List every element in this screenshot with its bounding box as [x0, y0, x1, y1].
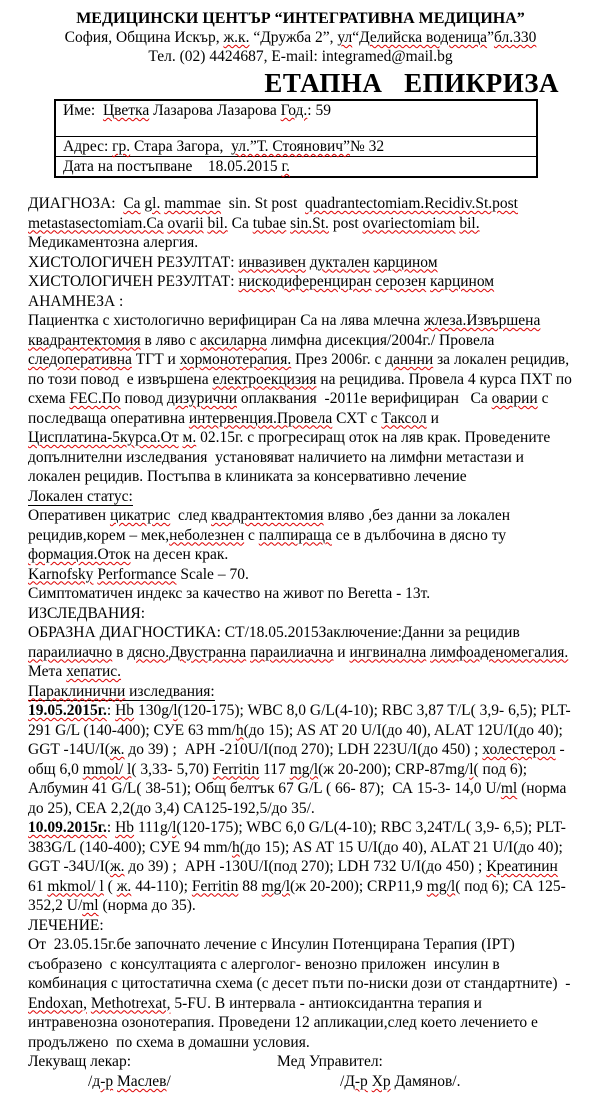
spellcheck-flagged-text: параилиачна — [250, 643, 334, 661]
text-segment: post — [328, 214, 363, 232]
text-segment: Оперативен — [28, 507, 110, 524]
symptomatic-index-line — [28, 584, 573, 604]
text-segment: вляво ,без данни за локален рецидив,корем – мек, — [28, 507, 514, 544]
spellcheck-flagged-text: г. — [281, 158, 290, 175]
spellcheck-flagged-text: h — [231, 838, 240, 856]
spellcheck-flagged-text: аксиларна — [200, 331, 267, 349]
lab-results-2015-09-10 — [28, 818, 573, 916]
text-segment: Дамянов/. — [390, 1073, 461, 1090]
spellcheck-flagged-text: ингвинална — [349, 643, 427, 661]
text-segment: 130g/ — [134, 702, 174, 719]
text-segment: 88 — [238, 877, 262, 895]
med-director-label — [277, 1052, 383, 1072]
spellcheck-flagged-text: Endoxan, — [28, 994, 87, 1012]
spellcheck-flagged-text: квадрантектомия — [211, 507, 324, 524]
text-segment: Ca — [227, 214, 253, 232]
text-segment: (норма до 25), СЕА 2,2(до 3,4) СА125-192,5/до 35/. — [28, 780, 571, 817]
text-segment: (120-175); WBC 6,0 G/L(4-10); RBC 3,24T/L( 3,9- 6,5); PLT- 383G/L (140-400); СУЕ 94 mm/ — [28, 819, 570, 856]
text-segment: ( под 6); Албумин 41 G/L( 38-51); Общ белтък 67 G/L ( 66- 87); СА 15-3- 14,0 U/ — [28, 760, 531, 797]
spellcheck-flagged-text: хормонотерапия. — [179, 351, 292, 368]
text-segment: ХИСТОЛОГИЧЕН РЕЗУЛТАТ: — [28, 273, 239, 290]
text-segment: Лазарова Лазарова — [149, 102, 281, 119]
attending-doctor-signature — [88, 1072, 171, 1092]
spellcheck-flagged-text: карцином — [430, 273, 495, 290]
spellcheck-flagged-text: неболезнен — [169, 526, 245, 544]
spellcheck-flagged-text: инвазивен — [238, 253, 306, 271]
text-segment: до 39) ; АРН -130U/I(под 270); LDH 732 U/I(до 450) ; — [124, 858, 487, 875]
text-segment: Адрес: — [63, 138, 113, 155]
text-segment: и — [333, 643, 350, 661]
spellcheck-flagged-text: параилиачно — [28, 643, 113, 661]
text-segment: : — [106, 702, 116, 719]
spellcheck-flagged-text: l — [172, 819, 177, 836]
spellcheck-flagged-text: карцином — [373, 253, 438, 271]
text-segment: ТГТ и — [131, 351, 180, 368]
text-segment: ( — [103, 877, 117, 895]
text-segment: до 39) ; АРН -210U/I(под 270); LDH 223U/I(до 450) ; — [124, 741, 483, 758]
text-segment: / — [340, 1073, 345, 1090]
spellcheck-flagged-text: ml — [82, 897, 99, 914]
text-segment: / — [166, 1073, 171, 1090]
text-segment: ( 3,33- 5,70) — [131, 760, 213, 778]
clinic-name: МЕДИЦИНСКИ ЦЕНТЪР “ИНТЕГРАТИВНА МЕДИЦИНА” — [76, 10, 525, 27]
text-segment: на десен крак. — [130, 546, 229, 563]
text-segment: (до 15); AS AT 15 U/I(до 40), ALAT 21 U/I(до 40); GGT -34U/I( — [28, 838, 567, 875]
text-segment: оплаквания -2011е верифициран Са — [237, 390, 492, 407]
spellcheck-flagged-text: Д-р — [344, 1073, 368, 1090]
text-segment: - общ 6,0 — [28, 741, 569, 778]
text-segment: / — [88, 1073, 93, 1090]
document-title: ЕТАПНА ЕПИКРИЗА — [264, 68, 559, 98]
spellcheck-flagged-text: дизурични — [166, 390, 238, 407]
text-segment: № 32 — [350, 138, 385, 155]
text-segment: Пациентка с хистологично верифициран Са на лява млечна — [28, 312, 424, 329]
clinic-contact-line: Тел. (02) 4424687, E-mail: integramed@mail.bg — [148, 48, 453, 65]
spellcheck-flagged-text: електроекцизия — [212, 370, 317, 388]
spellcheck-flagged-text: Параклинични — [28, 682, 126, 700]
admission-date-row — [56, 156, 536, 176]
spellcheck-flagged-text: хепатис. — [66, 663, 122, 680]
text-segment: (норма до 35). — [98, 897, 196, 914]
text-segment: От 23.05.15г.бе започнато лечение с Инсулин Потенцирана Терапия (IPT) съобразено с консултацията с алерголог- венозно приложен инсулин в комбинация с цитостатична схема (с десет пъти по-ниски дози от стандартните) - — [28, 936, 575, 992]
spellcheck-flagged-text: ovarii — [167, 214, 204, 232]
text-segment: “ — [352, 29, 360, 46]
text-segment: Дата на постъпване 18.05.2015 — [63, 158, 282, 175]
investigations-heading — [28, 604, 573, 624]
spellcheck-flagged-text: гр. — [112, 138, 131, 155]
spellcheck-flagged-text: Hb — [115, 702, 135, 719]
spellcheck-flagged-text: Год. — [280, 102, 308, 119]
spellcheck-flagged-text: холестерол — [482, 741, 556, 758]
spellcheck-flagged-text: Цветка — [102, 102, 150, 119]
text-segment: “Дружба 2”, — [249, 29, 338, 46]
text-segment: ОБРАЗНА ДИАГНОСТИКА: СТ/18.05.2015Заключение:Данни за рецидив — [28, 624, 524, 641]
spellcheck-flagged-text: mg/l — [261, 877, 291, 895]
text-segment: ДИАГНОЗА: — [28, 195, 124, 212]
spellcheck-flagged-text: quadrantectomiam.Recidiv.St.post — [305, 195, 518, 212]
text-segment: Мета — [28, 643, 573, 680]
text-segment: София, Община Искър, — [64, 29, 224, 46]
text-segment: (ж 20-200); CRP-87mg/ — [318, 760, 470, 778]
spellcheck-flagged-text: ovariectomiam — [362, 214, 456, 232]
local-status-paragraph — [28, 506, 573, 565]
histology-result-1 — [28, 253, 573, 273]
treatment-paragraph — [28, 935, 573, 1052]
spellcheck-flagged-text: ж.к. — [223, 29, 250, 46]
text-segment: Локален статус: — [28, 487, 133, 505]
spellcheck-flagged-text: Креатинин — [486, 858, 558, 875]
spellcheck-flagged-text: Ca — [123, 195, 141, 212]
text-segment: 5-FU. В интервала - антиоксидантна терапия и интравенозна озонотерапия. Проведени 12 апликации,след което лечението е продължено по схема в домашни условия. — [28, 994, 542, 1051]
text-segment: Стара Загора, — [130, 138, 232, 155]
text-segment: : — [106, 819, 116, 836]
text-segment: (ж 20-200); CRP11,9 — [290, 877, 427, 895]
text-segment: и — [426, 409, 443, 427]
spellcheck-flagged-text: даннни — [385, 351, 434, 368]
imaging-diagnostics-paragraph — [28, 623, 573, 682]
spellcheck-flagged-text: Hb — [115, 819, 135, 836]
karnofsky-line — [28, 565, 573, 585]
attending-doctor-label — [28, 1052, 131, 1072]
spellcheck-flagged-text: l — [173, 702, 178, 719]
text-segment: 44-110); — [131, 877, 192, 895]
spellcheck-flagged-text: mg/l — [289, 760, 319, 778]
histology-result-2 — [28, 272, 573, 292]
spellcheck-flagged-text: Делийска воденица — [359, 29, 488, 46]
spellcheck-flagged-text: Таксол — [381, 409, 427, 427]
spellcheck-flagged-text: интервенция.Провела — [188, 409, 333, 427]
text-segment: През 2006г. с — [291, 351, 386, 368]
spellcheck-flagged-text: цикатрис — [109, 507, 171, 524]
spellcheck-flagged-text: h — [235, 721, 244, 739]
anamnesis-heading — [28, 292, 573, 312]
spellcheck-flagged-text: бл.330 — [493, 29, 537, 46]
text-segment: (до 15); AS AT 20 U/I(до 40), ALAT 12U/I(до 40); GGT -14U/I( — [28, 721, 567, 758]
text-segment: Име: — [63, 102, 103, 119]
text-segment: 111g/ — [134, 819, 173, 836]
text-segment: на рецидива. Провела 4 курса ПХТ по схема — [28, 370, 576, 407]
med-director-signature — [340, 1072, 460, 1092]
lab-results-2015-05-19 — [28, 701, 573, 818]
spellcheck-flagged-text: Ferritin — [212, 760, 260, 778]
text-segment — [518, 195, 522, 212]
document-body — [28, 194, 576, 1096]
text-segment: ИЗСЛЕДВАНИЯ: — [28, 604, 146, 622]
text-segment: изследвания: — [125, 682, 215, 700]
treatment-heading — [28, 916, 573, 936]
text-segment: АНАМНЕЗА : — [28, 292, 124, 310]
spellcheck-flagged-text: лимфоаденомегалия. — [430, 643, 569, 661]
spellcheck-flagged-text: gl. — [144, 195, 161, 212]
spellcheck-flagged-text: mkmol/ l — [47, 877, 104, 895]
spellcheck-flagged-text: bil. — [207, 214, 228, 232]
spellcheck-flagged-text: следоперативна — [28, 351, 132, 368]
spellcheck-flagged-text: Methotrexat, — [90, 994, 171, 1012]
text-segment: 61 — [28, 858, 562, 895]
spellcheck-flagged-text: ул — [337, 29, 353, 46]
spellcheck-flagged-text: Маслев — [117, 1073, 167, 1090]
spellcheck-flagged-text: ж. — [109, 741, 125, 758]
spellcheck-flagged-text: д-р — [92, 1073, 114, 1090]
text-segment: повод — [120, 390, 167, 407]
text-segment: : 59 — [307, 102, 331, 119]
spellcheck-flagged-text: 19.05.2015г. — [28, 702, 107, 719]
text-segment: след — [170, 507, 212, 524]
text-segment: се в дълбочина в дясно ту — [331, 526, 510, 544]
local-status-heading — [28, 487, 573, 507]
signature-labels-row — [28, 1052, 573, 1072]
text-segment: (120-175); WBC 8,0 G/L(4-10); RBC 3,87 T/L( 3,9- 6,5); PLT- 291 G/L (140-400); СУЕ 63 mm/ — [28, 702, 575, 739]
text-segment: в — [112, 643, 128, 661]
spellcheck-flagged-text: ж. — [116, 877, 132, 895]
text-segment: Лекуващ лекар: — [28, 1053, 131, 1070]
spellcheck-flagged-text: tubae — [252, 214, 287, 232]
anamnesis-paragraph — [28, 311, 576, 487]
patient-info-box — [54, 99, 538, 178]
spellcheck-flagged-text: жлеза.Извършена — [423, 312, 541, 329]
text-segment: за локален рецидив, по този повод е извършена — [28, 351, 573, 388]
spellcheck-flagged-text: квадрантектомия — [28, 331, 141, 349]
diagnosis-paragraph — [28, 194, 573, 253]
spellcheck-flagged-text: Ferritin — [191, 877, 239, 895]
text-segment: 117 — [259, 760, 290, 778]
text-segment: Мед Управител: — [277, 1053, 383, 1070]
spellcheck-flagged-text: ml — [500, 780, 518, 797]
spellcheck-flagged-text: оварии — [491, 390, 538, 407]
text-segment: ЛЕЧЕНИЕ: — [28, 916, 104, 934]
spellcheck-flagged-text: ул.”Т. Стоянович” — [231, 138, 350, 155]
text-segment — [540, 312, 544, 329]
text-segment: Симптоматичен индекс за качество на живот по Beretta - 13т. — [28, 585, 431, 602]
text-segment: с последваща оперативна — [28, 390, 553, 427]
spellcheck-flagged-text: формация.Оток — [28, 546, 131, 563]
spellcheck-flagged-text: metastasectomiam.Ca — [28, 214, 164, 232]
spellcheck-flagged-text: серозен — [375, 273, 427, 290]
text-segment: с — [244, 526, 259, 544]
text-segment: sin. St post — [221, 195, 306, 212]
paraclinical-heading — [28, 682, 573, 702]
spellcheck-flagged-text: дуктален — [309, 253, 370, 271]
signature-names-row — [28, 1072, 573, 1096]
spellcheck-flagged-text: дясно.Двустранна — [127, 643, 247, 661]
text-segment: ” — [487, 29, 494, 46]
spellcheck-flagged-text: mammae — [164, 195, 222, 212]
text-segment: Scale – 70. — [176, 565, 249, 583]
text-segment: ( под 6); СА 125-352,2 U/ — [28, 877, 566, 914]
spellcheck-flagged-text: mg/l — [426, 877, 456, 895]
spellcheck-flagged-text: ж. — [109, 858, 125, 875]
text-segment: лимфна дисекция/2004г./ Провела — [266, 331, 499, 349]
text-segment: в ляво с — [140, 331, 201, 349]
spellcheck-flagged-text: mmol/ l — [82, 760, 132, 778]
spellcheck-flagged-text: палпираща — [258, 526, 332, 544]
spellcheck-flagged-text: м. — [182, 429, 197, 446]
patient-address-row — [56, 136, 536, 156]
text-segment: 02.15г. с прогресиращ оток на ляв крак. Проведените допълнителни изследвания установяват наличието на лимфни метастази и локален рецидив. Постъпва в клиниката за консервативно лечение — [28, 429, 555, 485]
patient-name-row — [56, 101, 536, 136]
text-segment: ХИСТОЛОГИЧЕН РЕЗУЛТАТ: — [28, 253, 239, 271]
spellcheck-flagged-text: l — [469, 760, 474, 778]
spellcheck-flagged-text: bil. — [459, 214, 480, 232]
spellcheck-flagged-text: Цисплатина-5курса.От — [28, 429, 179, 446]
spellcheck-flagged-text: FEC.По — [69, 390, 121, 407]
clinic-address-line — [28, 29, 573, 47]
spellcheck-flagged-text: Karnofsky — [28, 565, 94, 583]
spellcheck-flagged-text: sin.St. — [290, 214, 329, 232]
text-segment: Медикаментозна алергия. — [28, 214, 488, 251]
spellcheck-flagged-text: Хр — [371, 1073, 391, 1090]
text-segment: СХТ с — [332, 409, 382, 427]
spellcheck-flagged-text: 10.09.2015г. — [28, 819, 107, 836]
spellcheck-flagged-text: нискодиференциран — [238, 273, 372, 290]
spellcheck-flagged-text: Performance — [97, 565, 177, 583]
